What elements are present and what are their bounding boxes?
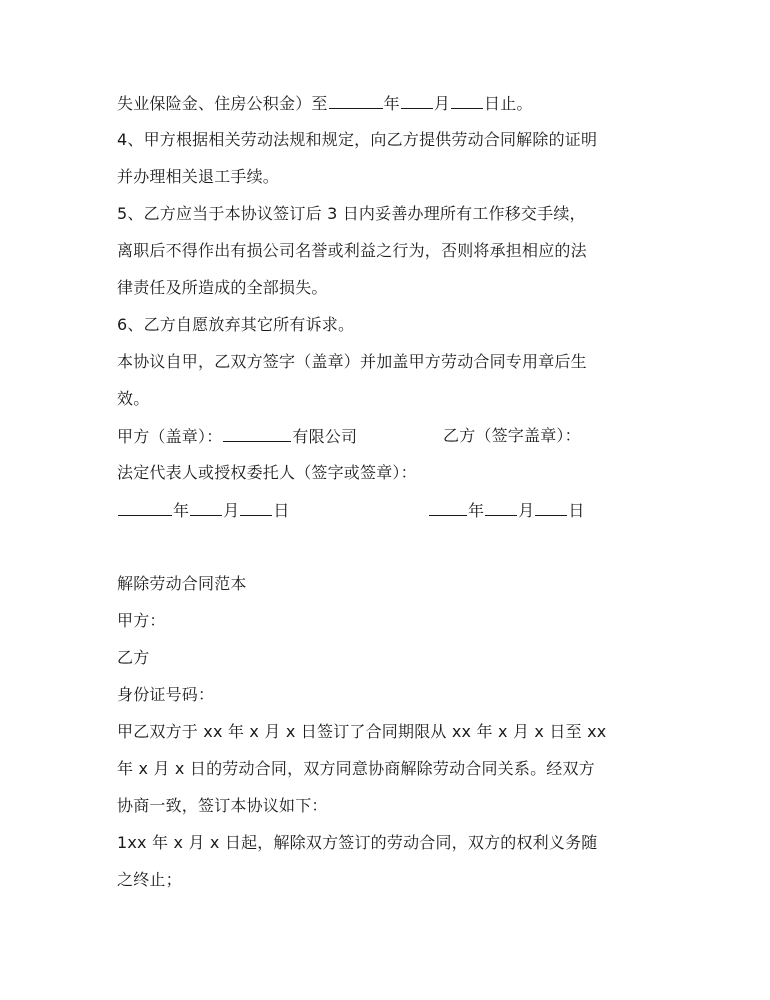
clause-3-end xyxy=(117,92,533,115)
intro-line-2: 年 x 月 x 日的劳动合同，双方同意协商解除劳动合同关系。经双方 xyxy=(117,759,595,778)
effect-clause-line-2: 效。 xyxy=(117,389,150,408)
day-label-a: 日 xyxy=(273,501,290,520)
month-label-b: 月 xyxy=(518,501,535,520)
month-label-a: 月 xyxy=(223,501,240,520)
blank-month-a xyxy=(190,499,222,516)
signature-party-a xyxy=(117,425,357,448)
date-party-b xyxy=(428,499,585,522)
legal-representative-label: 法定代表人或授权委托人（签字或签章）： xyxy=(117,463,417,482)
article-1-line-1: 1xx 年 x 月 x 日起，解除双方签订的劳动合同，双方的权利义务随 xyxy=(117,833,598,852)
blank-month-b xyxy=(485,499,517,516)
effect-clause-line-1: 本协议自甲，乙双方签字（盖章）并加盖甲方劳动合同专用章后生 xyxy=(117,352,587,371)
blank-company-name xyxy=(223,425,291,442)
month-label: 月 xyxy=(433,94,451,113)
id-number-label: 身份证号码： xyxy=(117,685,215,704)
day-label-b: 日 xyxy=(568,501,585,520)
blank-year-a xyxy=(118,499,172,516)
clause-5-line-2: 离职后不得作出有损公司名誉或利益之行为，否则将承担相应的法 xyxy=(117,241,587,260)
blank-day-a xyxy=(240,499,272,516)
blank-day-b xyxy=(535,499,567,516)
date-party-a xyxy=(117,499,290,522)
clause-5-line-3: 律责任及所造成的全部损失。 xyxy=(117,278,328,297)
blank-year xyxy=(329,92,383,109)
day-label: 日止。 xyxy=(484,94,533,113)
year-label-b: 年 xyxy=(468,501,485,520)
signature-party-b: 乙方（签字盖章）： xyxy=(443,426,581,445)
article-1-line-2: 之终止； xyxy=(117,870,182,889)
clause-3-text: 失业保险金、住房公积金）至 xyxy=(117,94,328,113)
clause-6: 6、乙方自愿放弃其它所有诉求。 xyxy=(117,315,355,334)
party-a-label: 甲方： xyxy=(117,611,166,630)
company-suffix: 有限公司 xyxy=(292,427,358,446)
clause-4-line-1: 4、甲方根据相关劳动法规和规定，向乙方提供劳动合同解除的证明 xyxy=(117,130,598,149)
intro-line-1: 甲乙双方于 xx 年 x 月 x 日签订了合同期限从 xx 年 x 月 x 日至 xx xyxy=(117,722,607,741)
blank-month xyxy=(401,92,433,109)
party-b-label: 乙方 xyxy=(117,648,150,667)
section-title: 解除劳动合同范本 xyxy=(117,574,247,593)
blank-year-b xyxy=(429,499,467,516)
year-label-a: 年 xyxy=(173,501,190,520)
intro-line-3: 协商一致，签订本协议如下： xyxy=(117,796,328,815)
year-label: 年 xyxy=(383,94,400,113)
party-a-seal-label: 甲方（盖章）： xyxy=(117,427,223,446)
blank-day xyxy=(451,92,483,109)
clause-4-line-2: 并办理相关退工手续。 xyxy=(117,167,280,186)
clause-5-line-1: 5、乙方应当于本协议签订后 3 日内妥善办理所有工作移交手续， xyxy=(117,204,586,223)
